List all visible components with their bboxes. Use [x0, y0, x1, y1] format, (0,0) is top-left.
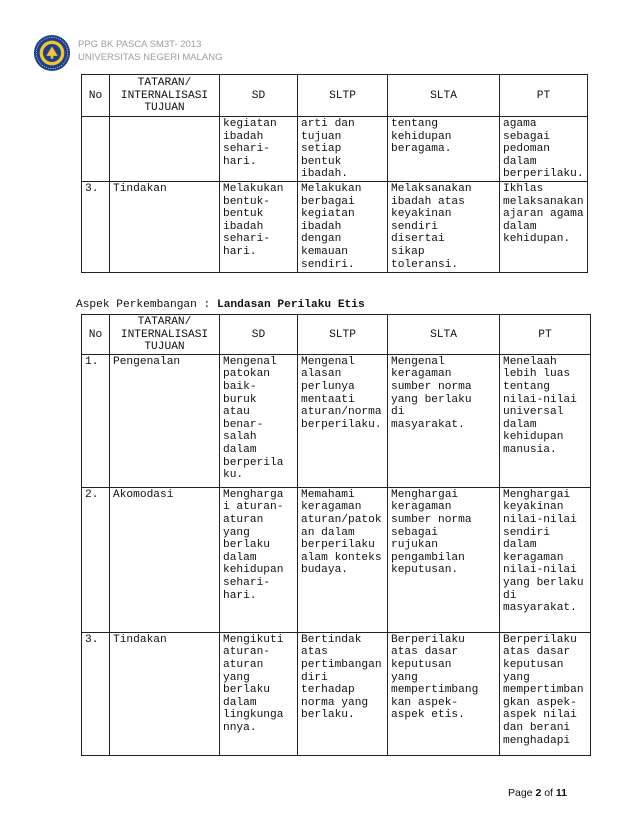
table-row: [82, 487, 591, 632]
university-logo-icon: [33, 34, 71, 72]
cell-sd: kegiatan ibadah sehari- hari.: [220, 117, 298, 182]
column-header-no: No: [82, 75, 110, 117]
cell-pt: Menelaah lebih luas tentang nilai-nilai universal dalam kehidupan manusia.: [500, 354, 591, 487]
page-number: [508, 787, 567, 799]
cell-sltp: Memahami keragaman aturan/patok an dalam berperilaku alam konteks budaya.: [298, 487, 388, 632]
page-total: 11: [555, 787, 567, 799]
table-row: [82, 632, 591, 755]
page-label: Page: [508, 787, 536, 799]
table-2: [81, 314, 591, 756]
cell-pt: agama sebagai pedoman dalam berperilaku.: [500, 117, 588, 182]
cell-sd: Melakukan bentuk- bentuk ibadah sehari- hari.: [220, 182, 298, 273]
table-2-header-row: [82, 315, 591, 355]
cell-tataran: Tindakan: [110, 632, 220, 755]
page-current: 2: [535, 787, 542, 799]
cell-sd: Mengenal patokan baik- buruk atau benar- salah dalam berperila ku.: [220, 354, 298, 487]
header-line-2: UNIVERSITAS NEGERI MALANG: [78, 52, 223, 63]
column-header-tataran: TATARAN/ INTERNALISASI TUJUAN: [110, 315, 220, 355]
cell-pt: Berperilaku atas dasar keputusan yang mempertimban gkan aspek- aspek nilai dan berani menghadapi: [500, 632, 591, 755]
header-text: [78, 38, 222, 64]
column-header-sd: SD: [220, 75, 298, 117]
column-header-tataran: TATARAN/ INTERNALISASI TUJUAN: [110, 75, 220, 117]
cell-sd: Mengikuti aturan- aturan yang berlaku dalam lingkunga nnya.: [220, 632, 298, 755]
cell-no: 1.: [82, 354, 110, 487]
cell-slta: Melaksanakan ibadah atas keyakinan sendiri disertai sikap toleransi.: [388, 182, 500, 273]
cell-sltp: Mengenal alasan perlunya mentaati aturan/norma berperilaku.: [298, 354, 388, 487]
cell-no: 3.: [82, 632, 110, 755]
cell-no: 3.: [82, 182, 110, 273]
table-row: [82, 182, 588, 273]
column-header-slta: SLTA: [388, 75, 500, 117]
cell-slta: tentang kehidupan beragama.: [388, 117, 500, 182]
document-header: [33, 34, 293, 74]
cell-slta: Menghargai keragaman sumber norma sebagai rujukan pengambilan keputusan.: [388, 487, 500, 632]
cell-pt: Menghargai keyakinan nilai-nilai sendiri dalam keragaman nilai-nilai yang berlaku di masyarakat.: [500, 487, 591, 632]
column-header-pt: PT: [500, 75, 588, 117]
cell-tataran: [110, 117, 220, 182]
cell-tataran: Akomodasi: [110, 487, 220, 632]
cell-sltp: Bertindak atas pertimbangan diri terhadap norma yang berlaku.: [298, 632, 388, 755]
column-header-sd: SD: [220, 315, 298, 355]
column-header-pt: PT: [500, 315, 591, 355]
cell-no: [82, 117, 110, 182]
cell-no: 2.: [82, 487, 110, 632]
page-of: of: [541, 787, 556, 799]
cell-tataran: Tindakan: [110, 182, 220, 273]
aspect-label: Aspek Perkembangan :: [76, 299, 217, 311]
cell-slta: Mengenal keragaman sumber norma yang berlaku di masyarakat.: [388, 354, 500, 487]
header-line-1: PPG BK PASCA SM3T- 2013: [78, 39, 202, 50]
cell-slta: Berperilaku atas dasar keputusan yang mempertimbang kan aspek- aspek etis.: [388, 632, 500, 755]
table-1: [81, 74, 588, 273]
cell-sltp: arti dan tujuan setiap bentuk ibadah.: [298, 117, 388, 182]
column-header-no: No: [82, 315, 110, 355]
cell-sd: Mengharga i aturan- aturan yang berlaku dalam kehidupan sehari- hari.: [220, 487, 298, 632]
column-header-sltp: SLTP: [298, 75, 388, 117]
column-header-slta: SLTA: [388, 315, 500, 355]
aspect-value: Landasan Perilaku Etis: [217, 299, 365, 311]
cell-sltp: Melakukan berbagai kegiatan ibadah dengan kemauan sendiri.: [298, 182, 388, 273]
table-1-header-row: [82, 75, 588, 117]
table-row: [82, 354, 591, 487]
table-row: [82, 117, 588, 182]
cell-pt: Ikhlas melaksanakan ajaran agama dalam kehidupan.: [500, 182, 588, 273]
aspect-heading: [76, 299, 365, 311]
cell-tataran: Pengenalan: [110, 354, 220, 487]
column-header-sltp: SLTP: [298, 315, 388, 355]
